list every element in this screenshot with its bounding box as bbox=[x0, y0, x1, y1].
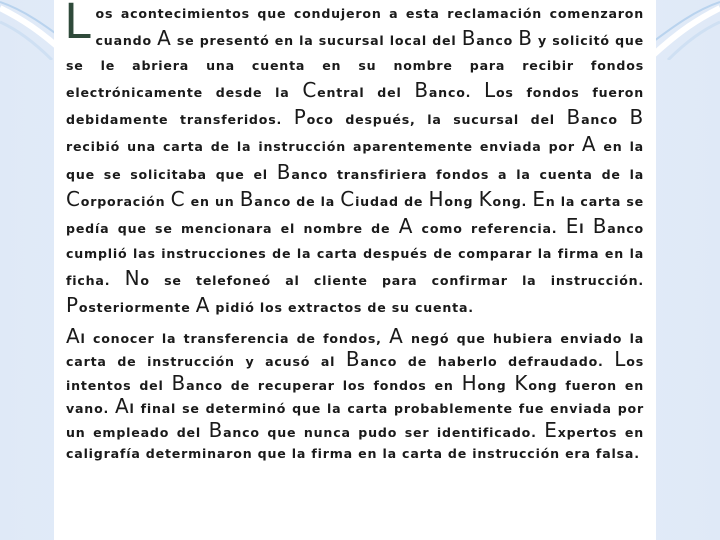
text-run: osteriormente bbox=[78, 300, 196, 316]
text-run: se presentó en la sucursal local del bbox=[171, 33, 462, 49]
text-run: n la carta se pedía que se mencionara el nombre de bbox=[66, 194, 644, 237]
capital-letter: A bbox=[581, 132, 597, 157]
text-run: xpertos en caligrafía determinaron que la firma en la carta de instrucción era falsa. bbox=[66, 424, 645, 462]
text-run: anco de recuperar los fondos en bbox=[186, 377, 462, 393]
capital-letter: C bbox=[302, 77, 318, 102]
capital-letter: L bbox=[614, 347, 627, 372]
capital-letter: A bbox=[195, 293, 211, 318]
capital-letter: B bbox=[518, 26, 533, 51]
capital-letter: A bbox=[398, 214, 414, 239]
text-run: ong bbox=[477, 377, 515, 393]
capital-letter: K bbox=[478, 187, 493, 212]
text-run: anco de haberlo defraudado. bbox=[360, 354, 615, 370]
text-run: l bbox=[579, 221, 593, 237]
text-run: anco transfiriera fondos a la cuenta de la bbox=[291, 166, 644, 182]
text-run: l final se determinó que la carta probablemente fue enviada por un empleado del bbox=[66, 401, 644, 440]
capital-letter: H bbox=[428, 187, 445, 212]
capital-letter: B bbox=[345, 347, 361, 372]
capital-letter: B bbox=[629, 105, 644, 130]
drop-cap: L bbox=[64, 0, 92, 50]
capital-letter: C bbox=[340, 187, 356, 212]
text-run: anco cumplió las instrucciones de la carta después de comparar la firma en la ficha. bbox=[66, 221, 644, 288]
paragraph-2 bbox=[66, 323, 645, 465]
capital-letter: K bbox=[514, 370, 529, 395]
capital-letter: B bbox=[566, 105, 582, 130]
capital-letter: E bbox=[532, 187, 546, 212]
capital-letter: N bbox=[124, 265, 141, 290]
capital-letter: L bbox=[484, 77, 496, 102]
capital-letter: B bbox=[414, 77, 429, 102]
capital-letter: B bbox=[592, 214, 608, 239]
capital-letter: B bbox=[461, 26, 477, 51]
capital-letter: B bbox=[171, 370, 187, 395]
paragraph-1 bbox=[66, 2, 644, 321]
text-run: o se telefoneó al cliente para confirmar la instrucción. bbox=[140, 272, 644, 288]
document-page bbox=[54, 0, 656, 540]
text-run: en la que se solicitaba que el bbox=[66, 139, 644, 182]
capital-letter: B bbox=[276, 159, 292, 184]
text-run: en un bbox=[185, 194, 240, 210]
capital-letter: P bbox=[293, 105, 307, 130]
text-run: ong bbox=[444, 194, 479, 210]
capital-letter: H bbox=[461, 370, 478, 395]
capital-letter: A bbox=[66, 323, 81, 348]
text-run: os intentos del bbox=[66, 354, 644, 393]
capital-letter: B bbox=[208, 417, 224, 442]
capital-letter: E bbox=[544, 417, 558, 442]
text-run: os acontecimientos que condujeron a esta reclamación comenzaron cuando bbox=[95, 6, 644, 49]
capital-letter: C bbox=[66, 187, 81, 212]
text-run: anco. bbox=[428, 84, 485, 100]
text-run: pidió los extractos de su cuenta. bbox=[210, 300, 474, 316]
capital-letter: A bbox=[157, 26, 172, 51]
text-run: recibió una carta de la instrucción aparentemente enviada por bbox=[66, 139, 582, 155]
text-run: entral del bbox=[317, 84, 415, 100]
corner-swoosh-right bbox=[650, 0, 720, 60]
text-run: anco bbox=[476, 33, 519, 49]
text-run: orporación bbox=[80, 194, 171, 210]
text-run: os fondos fueron debidamente transferidos. bbox=[66, 84, 644, 128]
text-run: ong. bbox=[492, 194, 533, 210]
text-run: anco de la bbox=[254, 194, 341, 210]
text-run: anco bbox=[581, 112, 630, 128]
capital-letter: A bbox=[115, 394, 130, 419]
text-run: oco después, la sucursal del bbox=[306, 112, 567, 128]
capital-letter: E bbox=[565, 214, 580, 239]
text-run: como referencia. bbox=[413, 221, 566, 237]
text-run: anco que nunca pudo ser identificado. bbox=[223, 424, 545, 440]
capital-letter: P bbox=[66, 293, 79, 318]
capital-letter: A bbox=[389, 323, 404, 348]
text-run: iudad de bbox=[355, 194, 429, 210]
text-run: negó que hubiera enviado la carta de instrucción y acusó al bbox=[66, 330, 644, 370]
capital-letter: C bbox=[170, 187, 186, 212]
text-run: l conocer la transferencia de fondos, bbox=[80, 330, 390, 346]
text-run: y solicitó que se le abriera una cuenta en su nombre para recibir fondos electrónicamente desde la bbox=[66, 33, 645, 100]
capital-letter: B bbox=[239, 187, 255, 212]
text-run: ong fueron en vano. bbox=[66, 377, 644, 417]
